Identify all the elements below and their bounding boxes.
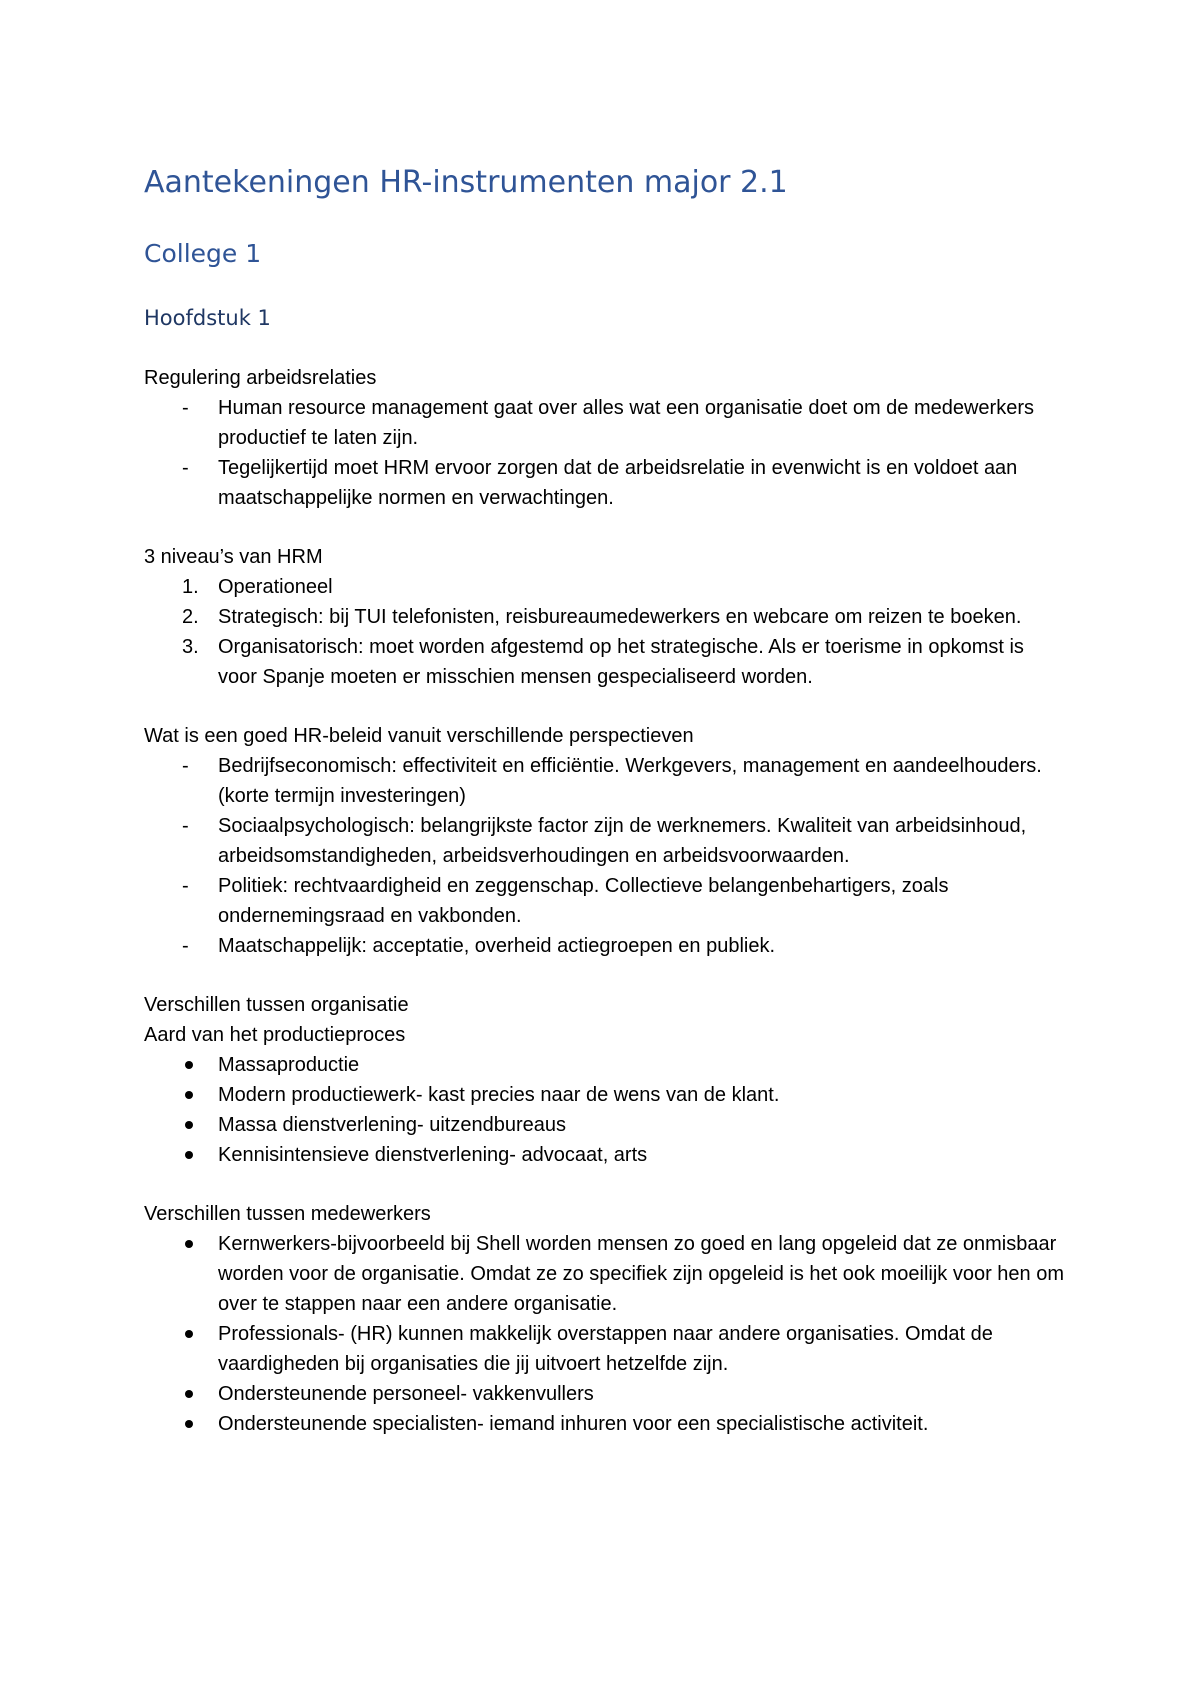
section-heading-regulering: Regulering arbeidsrelaties [144, 367, 377, 389]
dash-marker: - [182, 935, 189, 957]
bullet-dot-icon [185, 1061, 193, 1069]
list-item: - Bedrijfseconomisch: effectiviteit en efficiëntie. Werkgevers, management en aandeelhouders. (korte termijn investeringen) [144, 751, 1064, 811]
bullet-dot-icon [185, 1091, 193, 1099]
list-item: - Tegelijkertijd moet HRM ervoor zorgen dat de arbeidsrelatie in evenwicht is en voldoet aan maatschappelijke normen en verwachtingen. [144, 453, 1064, 513]
bullet-dot-icon [185, 1151, 193, 1159]
bullet-list-organisatie [144, 1050, 1064, 1170]
section-heading-perspectieven: Wat is een goed HR-beleid vanuit verschillende perspectieven [144, 725, 694, 747]
section-heading-organisatie: Verschillen tussen organisatie [144, 994, 409, 1016]
bullet-list-medewerkers [144, 1229, 1064, 1439]
bullet-dot-icon [185, 1390, 193, 1398]
chapter-heading: Hoofdstuk 1 [144, 306, 271, 330]
section-heading-niveaus: 3 niveau’s van HRM [144, 546, 323, 568]
list-item: Massaproductie [144, 1050, 1064, 1080]
list-item: Kernwerkers-bijvoorbeeld bij Shell worden mensen zo goed en lang opgeleid dat ze onmisbaar worden voor de organisatie. Omdat ze zo specifiek zijn opgeleid is het ook moeilijk voor hen om over te stappen naar een andere organisatie. [144, 1229, 1064, 1319]
numbered-list-niveaus [144, 572, 1064, 692]
dash-list-perspectieven [144, 751, 1064, 961]
list-item: Kennisintensieve dienstverlening- advocaat, arts [144, 1140, 1064, 1170]
list-item: Professionals- (HR) kunnen makkelijk overstappen naar andere organisaties. Omdat de vaardigheden bij organisaties die jij uitvoert hetzelfde zijn. [144, 1319, 1064, 1379]
list-item: Modern productiewerk- kast precies naar de wens van de klant. [144, 1080, 1064, 1110]
list-item: Ondersteunende personeel- vakkenvullers [144, 1379, 1064, 1409]
bullet-dot-icon [185, 1330, 193, 1338]
bullet-dot-icon [185, 1240, 193, 1248]
bullet-dot-icon [185, 1420, 193, 1428]
dash-marker: - [182, 397, 189, 419]
document-body [144, 363, 1064, 1439]
list-item: - Maatschappelijk: acceptatie, overheid actiegroepen en publiek. [144, 931, 1064, 961]
list-item: 1. Operationeel [144, 572, 1064, 602]
dash-marker: - [182, 755, 189, 777]
section-heading-medewerkers: Verschillen tussen medewerkers [144, 1203, 431, 1225]
list-item: - Politiek: rechtvaardigheid en zeggenschap. Collectieve belangenbehartigers, zoals ondernemingsraad en vakbonden. [144, 871, 1064, 931]
bullet-dot-icon [185, 1121, 193, 1129]
number-marker: 1. [182, 576, 199, 598]
number-marker: 3. [182, 636, 199, 658]
list-item: - Sociaalpsychologisch: belangrijkste factor zijn de werknemers. Kwaliteit van arbeidsinhoud, arbeidsomstandigheden, arbeidsverhoudingen en arbeidsvoorwaarden. [144, 811, 1064, 871]
list-item: Ondersteunende specialisten- iemand inhuren voor een specialistische activiteit. [144, 1409, 1064, 1439]
dash-list-regulering [144, 393, 1064, 513]
list-item: - Human resource management gaat over alles wat een organisatie doet om de medewerkers productief te laten zijn. [144, 393, 1064, 453]
number-marker: 2. [182, 606, 199, 628]
list-item: 2. Strategisch: bij TUI telefonisten, reisbureaumedewerkers en webcare om reizen te boeken. [144, 602, 1064, 632]
dash-marker: - [182, 875, 189, 897]
subheading-productieproces: Aard van het productieproces [144, 1024, 406, 1046]
dash-marker: - [182, 457, 189, 479]
document-title: Aantekeningen HR-instrumenten major 2.1 [144, 165, 788, 200]
list-item: Massa dienstverlening- uitzendbureaus [144, 1110, 1064, 1140]
college-heading: College 1 [144, 239, 262, 268]
dash-marker: - [182, 815, 189, 837]
list-item: 3. Organisatorisch: moet worden afgestemd op het strategische. Als er toerisme in opkomst is voor Spanje moeten er misschien mensen gespecialiseerd worden. [144, 632, 1064, 692]
